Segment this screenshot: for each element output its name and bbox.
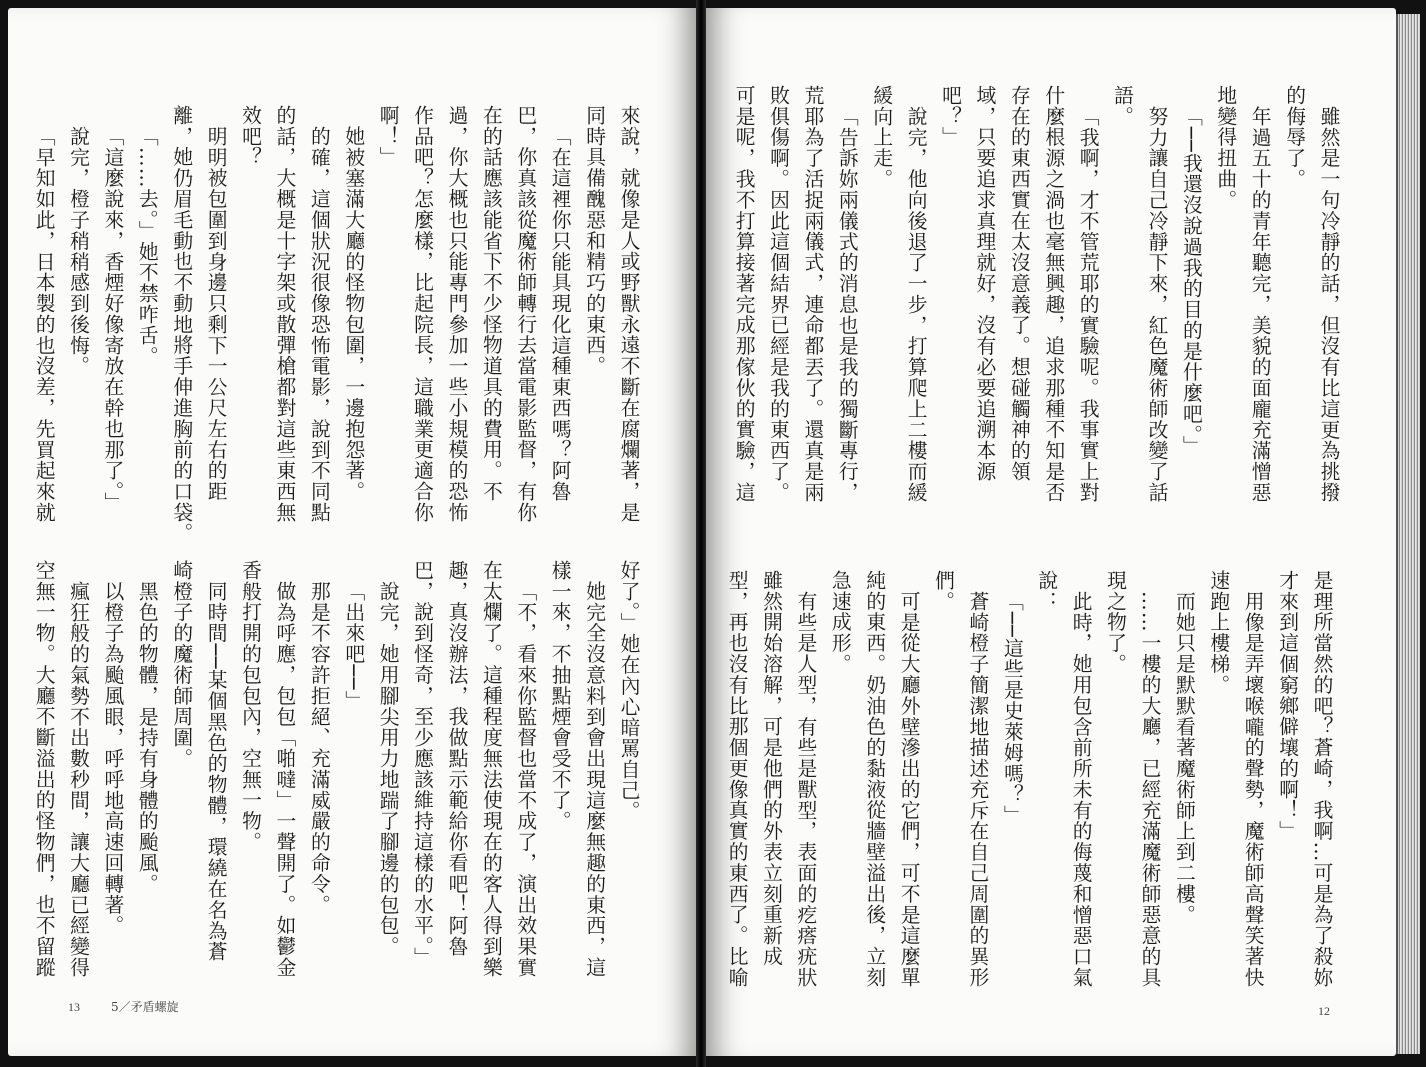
text-column: 作品吧？怎麼樣，比起院長，這職業更適合你 xyxy=(410,105,434,523)
text-column: 年過五十的青年聽完，美貌的面龐充滿憎惡 xyxy=(1248,105,1272,503)
text-column: 做為呼應，包包「啪噠」一聲開了。如鬱金 xyxy=(272,580,296,978)
running-title: 5／矛盾螺旋 xyxy=(111,1000,179,1014)
text-column: 而她只是默默看著魔術師上到二樓。 xyxy=(1172,590,1196,926)
page-number-left: 13 xyxy=(68,1000,80,1014)
text-column: 用像是弄壞喉嚨的聲勢，魔術師高聲笑著快 xyxy=(1241,590,1265,988)
text-column: 那是不容許拒絕、充滿威嚴的命令。 xyxy=(307,580,331,916)
text-column: 「告訴妳兩儀式的消息也是我的獨斷專行， xyxy=(835,105,859,503)
left-page-footer xyxy=(68,998,179,1015)
text-column: 趣，真沒辦法，我做點示範給你看吧！阿魯 xyxy=(444,560,468,957)
book-gutter xyxy=(696,0,706,1067)
text-column: 說完，他向後退了一步，打算爬上二樓而緩 xyxy=(904,105,928,503)
text-column: 「在這裡你只能具現化這種東西嗎？阿魯 xyxy=(548,125,572,502)
text-column: 在太爛了。這種程度無法使現在的客人得到樂 xyxy=(479,560,503,978)
text-column: 可是從大廳外壁滲出的它們，可不是這麼單 xyxy=(897,590,921,988)
text-column: 香般打開的包包內，空無一物。 xyxy=(238,560,262,853)
text-column: 明明被包圍到身邊只剩下一公尺左右的距 xyxy=(204,125,228,502)
text-column: 說完，橙子稍稍感到後悔。 xyxy=(66,125,90,377)
text-column: 啊！」 xyxy=(376,105,400,168)
text-column: 吧？」 xyxy=(938,85,962,148)
text-column: 的確，這個狀況很像恐怖電影，說到不同點 xyxy=(307,125,331,523)
text-column: 效吧？ xyxy=(238,105,262,168)
text-column: 黑色的物體，是持有身體的颱風。 xyxy=(135,580,159,895)
text-column: 過，你大概也只能專門參加一些小規模的恐怖 xyxy=(444,105,468,523)
text-column: 有些是人型，有些是獸型，表面的疙瘩疣狀 xyxy=(793,590,817,988)
text-column: 巴，說到怪奇，至少應該維持這樣的水平。」 xyxy=(410,560,434,968)
text-column: 荒耶為了活捉兩儀式，連命都丟了。還真是兩 xyxy=(800,85,824,503)
page-edges xyxy=(1396,14,1420,1054)
text-column: 現之物了。 xyxy=(1103,570,1127,675)
right-page-footer xyxy=(1318,1004,1330,1019)
text-column: 說： xyxy=(1034,570,1058,612)
text-column: 來說，就像是人或野獸永遠不斷在腐爛著，是 xyxy=(617,105,640,523)
text-column: 存在的東西實在太沒意義了。想碰觸神的領 xyxy=(1007,85,1031,482)
text-column: 瘋狂般的氣勢不出數秒間，讓大廳已經變得 xyxy=(66,580,90,978)
left-page-bottom-text xyxy=(32,560,645,980)
right-page-top-text xyxy=(732,85,1345,525)
text-column: 速跑上樓梯。 xyxy=(1206,570,1230,696)
text-column: 努力讓自己冷靜下來，紅色魔術師改變了話 xyxy=(1144,105,1168,503)
text-column: 的侮辱了。 xyxy=(1282,85,1306,190)
text-column: 在的話應該能省下不少怪物道具的費用。不 xyxy=(479,105,503,502)
text-column: 們。 xyxy=(931,570,955,612)
text-column: 以橙子為颱風眼，呼呼地高速回轉著。 xyxy=(100,580,124,936)
text-column: 「──我還沒說過我的目的是什麼吧。」 xyxy=(1179,105,1203,457)
text-column: 「不，看來你監督也當不成了，演出效果實 xyxy=(513,580,537,978)
text-column: 空無一物。大廳不斷溢出的怪物們，也不留蹤 xyxy=(32,560,56,978)
text-column: 域，只要追求真理就好，沒有必要追溯本源 xyxy=(972,85,996,482)
text-column: 「──這些是史萊姆嗎？」 xyxy=(1000,590,1024,826)
text-column: 好了。」她在內心暗罵自己。 xyxy=(617,560,640,822)
text-column: 型，再也沒有比那個更像真實的東西了。比喻 xyxy=(725,570,749,988)
right-page-bottom-text xyxy=(725,570,1338,990)
text-column: 同時具備醜惡和精巧的東西。 xyxy=(582,105,606,377)
text-column: 樣一來，不抽點煙會受不了。 xyxy=(548,560,572,832)
text-column: 「我啊，才不管荒耶的實驗呢。我事實上對 xyxy=(1076,105,1100,503)
text-column: 什麼根源之渦也毫無興趣，追求那種不知是否 xyxy=(1041,85,1065,503)
text-column: 才來到這個窮鄉僻壤的啊！」 xyxy=(1275,570,1299,842)
text-column: 此時，她用包含前所未有的侮蔑和憎惡口氣 xyxy=(1069,590,1093,988)
text-column: 可是呢，我不打算接著完成那傢伙的實驗，這 xyxy=(732,85,756,503)
text-column: 說完，她用腳尖用力地踹了腳邊的包包。 xyxy=(376,580,400,957)
text-column: 離，她仍眉毛動也不動地將手伸進胸前的口袋。 xyxy=(169,105,193,544)
text-column: 巴，你真該從魔術師轉行去當電影監督，有你 xyxy=(513,105,537,523)
text-column: 崎橙子的魔術師周圍。 xyxy=(169,560,193,769)
text-column: 「出來吧──」 xyxy=(341,580,365,712)
text-column: 的話，大概是十字架或散彈槍都對這些東西無 xyxy=(272,105,296,523)
text-column: 純的東西。奶油色的黏液從牆壁溢出後，立刻 xyxy=(862,570,886,988)
text-column: 她被塞滿大廳的怪物包圍，一邊抱怨著。 xyxy=(341,125,365,502)
page-number-right: 12 xyxy=(1318,1004,1330,1018)
text-column: 地變得扭曲。 xyxy=(1213,85,1237,211)
text-column: 緩向上走。 xyxy=(869,85,893,190)
text-column: 急速成形。 xyxy=(828,570,852,675)
text-column: 「……去。」她不禁咋舌。 xyxy=(135,125,159,367)
text-column: 敗俱傷啊。因此這個結界已經是我的東西了。 xyxy=(766,85,790,503)
text-column: 同時間──某個黑色的物體，環繞在名為蒼 xyxy=(204,580,228,962)
text-column: 她完全沒意料到會出現這麼無趣的東西，這 xyxy=(582,580,606,978)
left-page-top-text xyxy=(32,105,645,544)
text-column: 「這麼說來，香煙好像寄放在幹也那了。」 xyxy=(100,125,124,513)
text-column: 雖然開始溶解，可是他們的外表立刻重新成 xyxy=(759,570,783,967)
text-column: 雖然是一句冷靜的話，但沒有比這更為挑撥 xyxy=(1317,105,1340,503)
text-column: 蒼崎橙子簡潔地描述充斥在自己周圍的異形 xyxy=(965,590,989,988)
text-column: 語。 xyxy=(1110,85,1134,127)
text-column: ……一樓的大廳，已經充滿魔術師惡意的具 xyxy=(1137,590,1161,988)
text-column: 「早知如此，日本製的也沒差，先買起來就 xyxy=(32,125,56,523)
text-column: 是理所當然的吧？蒼崎，我啊…可是為了殺妳 xyxy=(1310,570,1333,988)
